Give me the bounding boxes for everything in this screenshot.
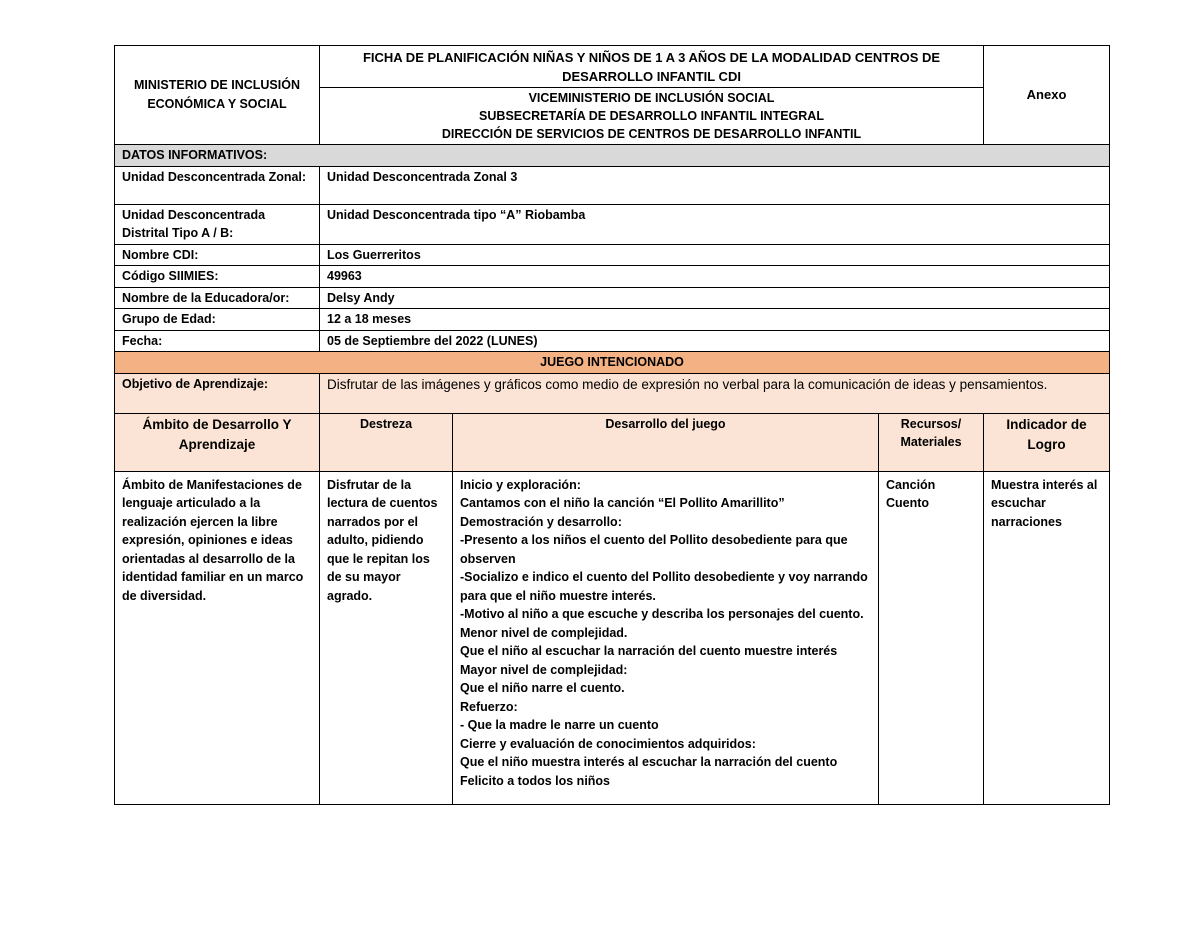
subheader-line: DIRECCIÓN DE SERVICIOS DE CENTROS DE DESARROLLO INFANTIL bbox=[441, 127, 862, 141]
desarrollo-line: Cantamos con el niño la canción “El Pollito Amarillito” bbox=[460, 496, 785, 510]
desarrollo-line: -Socializo e indico el cuento del Pollito desobediente y voy narrando para que el niño muestre interés. bbox=[460, 570, 868, 603]
col-header-recursos: Recursos/ Materiales bbox=[879, 413, 984, 471]
datos-label: Unidad Desconcentrada Distrital Tipo A / B: bbox=[115, 204, 320, 244]
subheader-line: SUBSECRETARÍA DE DESARROLLO INFANTIL INTEGRAL bbox=[479, 109, 824, 123]
form-title: FICHA DE PLANIFICACIÓN NIÑAS Y NIÑOS DE 1 A 3 AÑOS DE LA MODALIDAD CENTROS DE DESARROLLO INFANTIL CDI bbox=[320, 46, 984, 88]
recursos-cell bbox=[879, 471, 984, 804]
desarrollo-line: Demostración y desarrollo: bbox=[460, 514, 622, 529]
datos-label: Código SIIMIES: bbox=[115, 266, 320, 288]
ambito-cell: Ámbito de Manifestaciones de lenguaje articulado a la realización ejercen la libre expresión, opiniones e ideas orientadas al desarrollo de la identidad familiar en un marco de diversidad. bbox=[115, 471, 320, 804]
datos-label: Nombre de la Educadora/or: bbox=[115, 287, 320, 309]
planning-form-table bbox=[114, 45, 1110, 805]
datos-value: 12 a 18 meses bbox=[320, 309, 1110, 331]
desarrollo-line: - Que la madre le narre un cuento bbox=[460, 718, 659, 732]
indicador-cell: Muestra interés al escuchar narraciones bbox=[984, 471, 1110, 804]
juego-section-title: JUEGO INTENCIONADO bbox=[115, 352, 1110, 374]
datos-label: Fecha: bbox=[115, 330, 320, 352]
col-header-indicador: Indicador de Logro bbox=[984, 413, 1110, 471]
subheader-block bbox=[320, 88, 984, 145]
datos-section-title: DATOS INFORMATIVOS: bbox=[115, 145, 1110, 167]
ministerio-label: MINISTERIO DE INCLUSIÓN ECONÓMICA Y SOCIAL bbox=[115, 46, 320, 145]
destreza-cell: Disfrutar de la lectura de cuentos narrados por el adulto, pidiendo que le repitan los de su mayor agrado. bbox=[320, 471, 453, 804]
datos-label: Unidad Desconcentrada Zonal: bbox=[115, 166, 320, 204]
desarrollo-line: Que el niño al escuchar la narración del cuento muestre interés bbox=[460, 644, 838, 658]
desarrollo-line: Que el niño muestra interés al escuchar la narración del cuento bbox=[460, 755, 838, 769]
col-header-ambito: Ámbito de Desarrollo Y Aprendizaje bbox=[115, 413, 320, 471]
desarrollo-line: Menor nivel de complejidad. bbox=[460, 625, 628, 640]
desarrollo-line: Inicio y exploración: bbox=[460, 477, 581, 492]
anexo-label: Anexo bbox=[984, 46, 1110, 145]
col-header-desarrollo: Desarrollo del juego bbox=[453, 413, 879, 471]
objetivo-value: Disfrutar de las imágenes y gráficos como medio de expresión no verbal para la comunicación de ideas y pensamientos. bbox=[320, 373, 1110, 413]
desarrollo-line: Cierre y evaluación de conocimientos adquiridos: bbox=[460, 736, 756, 751]
subheader-line: VICEMINISTERIO DE INCLUSIÓN SOCIAL bbox=[528, 91, 775, 105]
desarrollo-line: Que el niño narre el cuento. bbox=[460, 681, 625, 695]
recurso-item: Canción bbox=[886, 477, 936, 492]
recurso-item: Cuento bbox=[886, 496, 930, 510]
datos-value: Delsy Andy bbox=[320, 287, 1110, 309]
datos-value: 49963 bbox=[320, 266, 1110, 288]
datos-value: Unidad Desconcentrada tipo “A” Riobamba bbox=[320, 204, 1110, 244]
datos-value: 05 de Septiembre del 2022 (LUNES) bbox=[320, 330, 1110, 352]
datos-value: Los Guerreritos bbox=[320, 244, 1110, 266]
datos-label: Nombre CDI: bbox=[115, 244, 320, 266]
desarrollo-line: Felicito a todos los niños bbox=[460, 773, 611, 788]
desarrollo-cell bbox=[453, 471, 879, 804]
desarrollo-line: Mayor nivel de complejidad: bbox=[460, 662, 628, 677]
desarrollo-line: -Motivo al niño a que escuche y describa los personajes del cuento. bbox=[460, 607, 864, 621]
desarrollo-line: Refuerzo: bbox=[460, 699, 518, 714]
datos-value: Unidad Desconcentrada Zonal 3 bbox=[320, 166, 1110, 204]
desarrollo-line: -Presento a los niños el cuento del Pollito desobediente para que observen bbox=[460, 533, 848, 566]
datos-label: Grupo de Edad: bbox=[115, 309, 320, 331]
objetivo-label: Objetivo de Aprendizaje: bbox=[115, 373, 320, 413]
col-header-destreza: Destreza bbox=[320, 413, 453, 471]
